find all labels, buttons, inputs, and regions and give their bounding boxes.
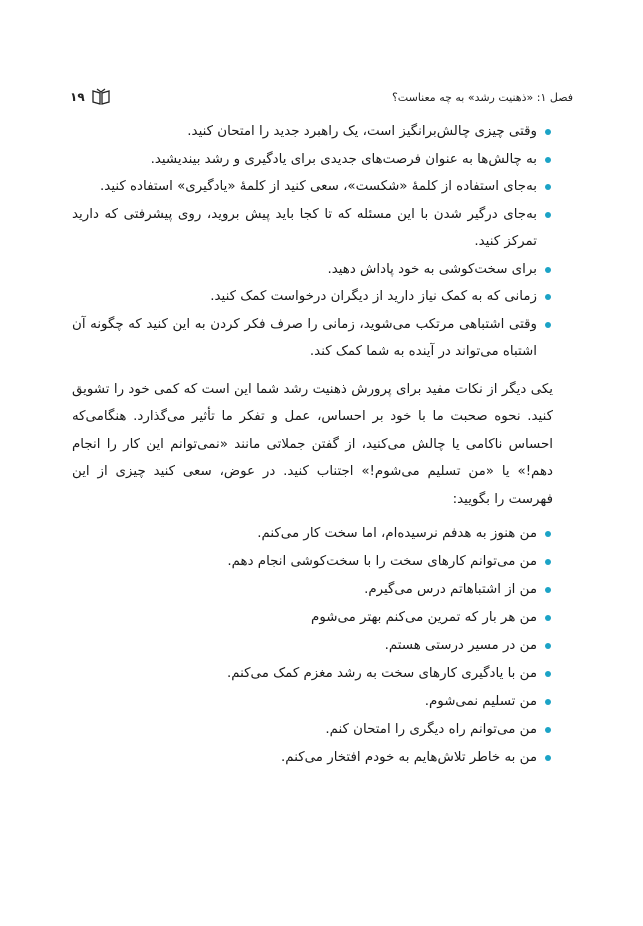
list-item: من می‌توانم راه دیگری را امتحان کنم. [72,716,553,744]
list-item: به‌جای استفاده از کلمهٔ «شکست»، سعی کنید از کلمهٔ «یادگیری» استفاده کنید. [72,173,553,201]
list-item: من تسلیم نمی‌شوم. [72,688,553,716]
list-item: من هنوز به هدفم نرسیده‌ام، اما سخت کار می‌کنم. [72,520,553,548]
list-item: من می‌توانم کارهای سخت را با سخت‌کوشی انجام دهم. [72,548,553,576]
list-item: من با یادگیری کارهای سخت به رشد مغزم کمک می‌کنم. [72,660,553,688]
page-number: ۱۹ [70,90,85,104]
affirmations-list [72,520,553,772]
list-item: زمانی که به کمک نیاز دارید از دیگران درخواست کمک کنید. [72,283,553,311]
list-item: من به خاطر تلاش‌هایم به خودم افتخار می‌کنم. [72,744,553,772]
list-item: وقتی اشتباهی مرتکب می‌شوید، زمانی را صرف فکر کردن به این کنید که چگونه آن اشتباه می‌تواند در آینده به شما کمک کند. [72,311,553,366]
tips-list [72,118,553,366]
self-talk-paragraph: یکی دیگر از نکات مفید برای پرورش ذهنیت رشد شما این است که کمی خود را تشویق کنید. نحوه صحبت ما با خود بر احساس، عمل و تفکر ما تأثیر می‌گذارد. هنگامی‌که احساس ناکامی یا چالش می‌کنید، از گفتن جملاتی مانند «نمی‌توانم این کار را انجام دهم!» یا «من تسلیم می‌شوم!» اجتناب کنید. در عوض، سعی کنید چیزی از این فهرست را بگویید: [72,381,553,507]
list-item: به چالش‌ها به عنوان فرصت‌های جدیدی برای یادگیری و رشد بیندیشید. [72,146,553,174]
list-item: به‌جای درگیر شدن با این مسئله که تا کجا باید پیش بروید، روی پیشرفتی که دارید تمرکز کنید. [72,201,553,256]
list-item: وقتی چیزی چالش‌برانگیز است، یک راهبرد جدید را امتحان کنید. [72,118,553,146]
list-item: من در مسیر درستی هستم. [72,632,553,660]
page-body [72,118,553,772]
list-item: من از اشتباهاتم درس می‌گیرم. [72,576,553,604]
list-item: برای سخت‌کوشی به خود پاداش دهید. [72,256,553,284]
page-header [70,86,573,108]
chapter-title: فصل ۱: «ذهنیت رشد» به چه معناست؟ [391,90,573,104]
list-item: من هر بار که تمرین می‌کنم بهتر می‌شوم [72,604,553,632]
book-hand-icon [91,88,111,106]
